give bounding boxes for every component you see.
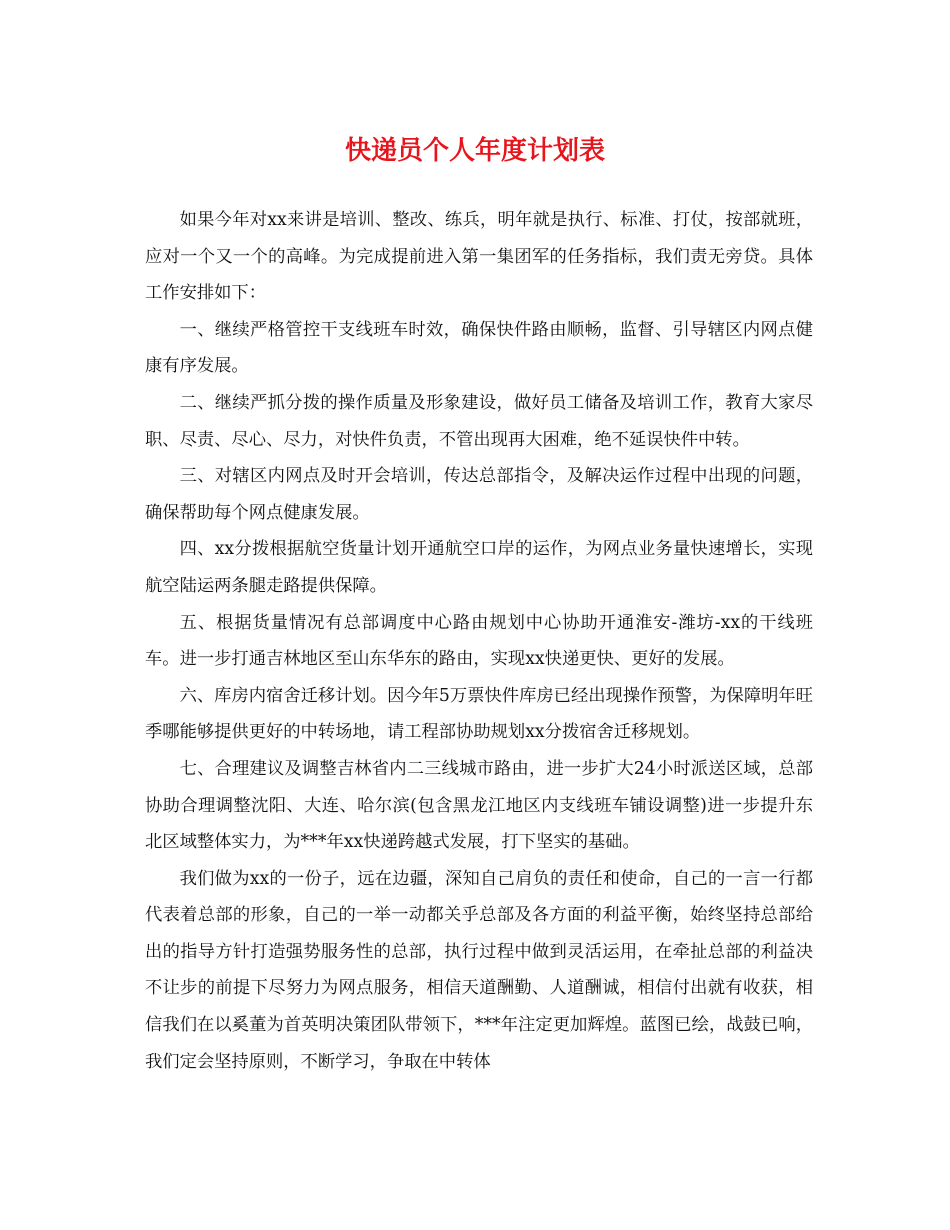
plan-item-3: 三、对辖区内网点及时开会培训，传达总部指令，及解决运作过程中出现的问题，确保帮助每个网点健康发展。 xyxy=(145,466,813,523)
plan-item-5: 五、根据货量情况有总部调度中心路由规划中心协助开通淮安-潍坊-xx的干线班车。进一步打通吉林地区至山东华东的路由，实现xx快递更快、更好的发展。 xyxy=(145,612,813,670)
intro-paragraph: 如果今年对xx来讲是培训、整改、练兵，明年就是执行、标准、打仗，按部就班，应对一个又一个的高峰。为完成提前进入第一集团军的任务指标，我们责无旁贷。具体工作安排如下： xyxy=(145,210,813,304)
plan-item-6: 六、库房内宿舍迁移计划。因今年5万票快件库房已经出现操作预警，为保障明年旺季哪能够提供更好的中转场地，请工程部协助规划xx分拨宿舍迁移规划。 xyxy=(145,685,813,743)
document-body xyxy=(145,202,813,1080)
plan-item-2: 二、继续严抓分拨的操作质量及形象建设，做好员工储备及培训工作，教育大家尽职、尽责、尽心、尽力，对快件负责，不管出现再大困难，绝不延误快件中转。 xyxy=(145,392,813,450)
plan-item-7: 七、合理建议及调整吉林省内二三线城市路由，进一步扩大24小时派送区域，总部协助合理调整沈阳、大连、哈尔滨(包含黑龙江地区内支线班车铺设调整)进一步提升东北区域整体实力，为***年xx快递跨越式发展，打下坚实的基础。 xyxy=(145,758,813,853)
closing-paragraph: 我们做为xx的一份子，远在边疆，深知自己肩负的责任和使命，自己的一言一行都代表着总部的形象，自己的一举一动都关乎总部及各方面的利益平衡，始终坚持总部给出的指导方针打造强势服务性的总部，执行过程中做到灵活运用，在牵扯总部的利益决不让步的前提下尽努力为网点服务，相信天道酬勤、人道酬诚，相信付出就有收获，相信我们在以奚董为首英明决策团队带领下，***年注定更加辉煌。蓝图已绘，战鼓已响，我们定会坚持原则，不断学习，争取在中转体 xyxy=(145,868,813,1072)
plan-item-1: 一、继续严格管控干支线班车时效，确保快件路由顺畅，监督、引导辖区内网点健康有序发展。 xyxy=(145,319,813,377)
plan-item-4: 四、xx分拨根据航空货量计划开通航空口岸的运作，为网点业务量快速增长，实现航空陆运两条腿走路提供保障。 xyxy=(145,539,813,596)
document-title: 快递员个人年度计划表 xyxy=(344,136,605,166)
